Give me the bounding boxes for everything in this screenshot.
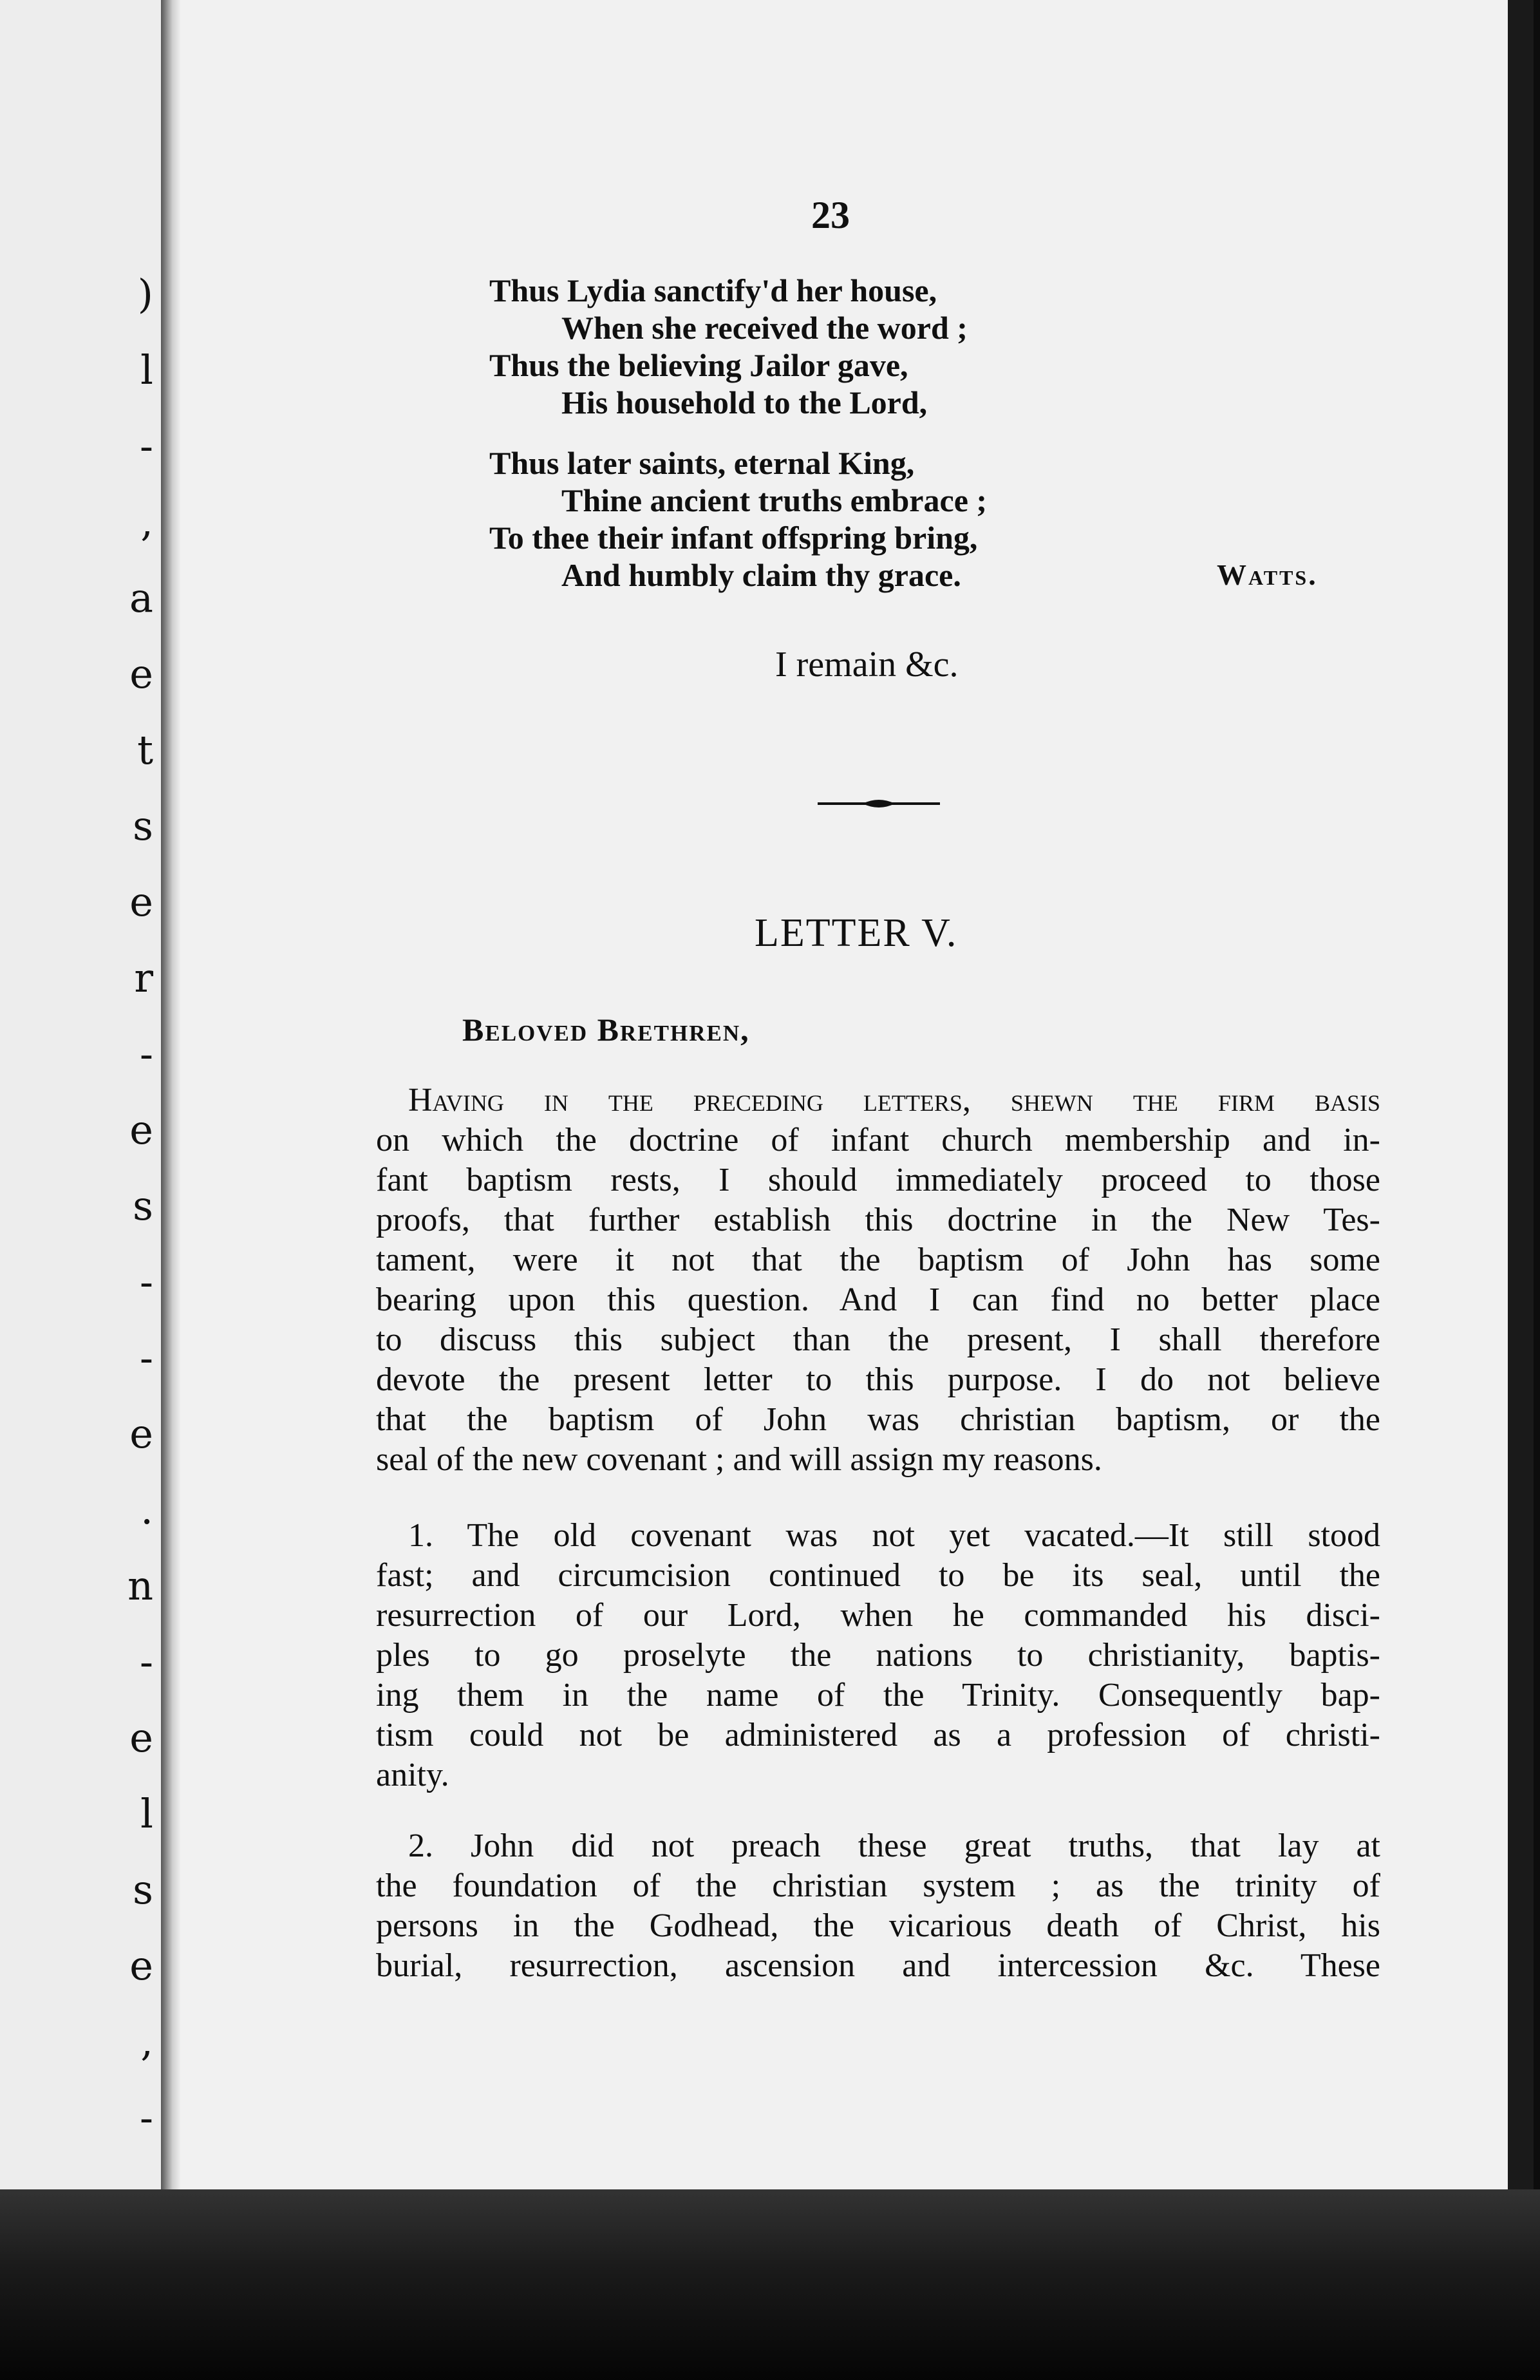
paragraph-2 [376,1516,1380,1795]
left-page-char: - [140,2094,153,2141]
text-line: ing them in the name of the Trinity. Consequently bap- [376,1677,1380,1714]
book-gutter [161,0,180,2241]
text-line: burial, resurrection, ascension and intercession &c. These [376,1947,1380,1984]
poem-line: To thee their infant offspring bring, [489,520,978,556]
text-line: fant baptism rests, I should immediately proceed to those [376,1162,1380,1198]
left-page-char: s [133,802,153,849]
poem-line: Thus Lydia sanctify'd her house, [489,272,937,308]
left-page-char: - [140,422,153,469]
left-page-char: ) [137,270,153,317]
left-page-char: e [129,1714,153,1761]
paragraph-3 [376,1826,1380,1986]
left-page-char: - [140,1638,153,1685]
text-line: the foundation of the christian system ; as the trinity of [376,1867,1380,1904]
left-page-cropped-text [0,0,161,2241]
paragraph-1 [376,1081,1380,1480]
text-line: that the baptism of John was christian baptism, or the [376,1401,1380,1438]
left-page-char: e [129,650,153,697]
text-line [376,1081,1380,1120]
text-line: to discuss this subject than the present, I shall therefore [376,1321,1380,1358]
left-page-char: e [129,1410,153,1457]
left-page-char: s [133,1182,153,1229]
poem-line: And humbly claim thy grace. [561,557,961,593]
left-facing-page [0,0,165,2241]
text-line: bearing upon this question. And I can find no better place [376,1281,1380,1318]
poem-line: Thus later saints, eternal King, [489,445,915,481]
poem-line: Thine ancient truths embrace ; [561,482,988,518]
page-number: 23 [811,194,850,236]
left-page-char: l [140,1790,153,1837]
poem-line: Thus the believing Jailor gave, [489,347,908,383]
left-page-char: - [140,1030,153,1077]
salutation: Beloved Brethren, [462,1012,750,1048]
left-page-char: - [140,1258,153,1305]
poem-line: His household to the Lord, [561,384,928,420]
left-page-char: s [133,1866,153,1913]
left-page-char: r [134,954,153,1001]
text-line-content: Having in the preceding letters, shewn the firm basis [408,1082,1380,1119]
text-line: ples to go proselyte the nations to christianity, baptis- [376,1637,1380,1674]
text-line: persons in the Godhead, the vicarious death of Christ, his [376,1907,1380,1944]
letter-closing: I remain &c. [775,645,959,685]
text-line: seal of the new covenant ; and will assign my reasons. [376,1441,1102,1478]
divider-ornament-icon [818,796,940,811]
text-line: resurrection of our Lord, when he commanded his disci- [376,1597,1380,1634]
left-page-char: e [129,1942,153,1989]
text-line: on which the doctrine of infant church membership and in- [376,1122,1380,1158]
text-line: tism could not be administered as a profession of christi- [376,1717,1380,1753]
left-page-char: e [129,1106,153,1153]
text-line: 2. John did not preach these great truths, that lay at [408,1828,1380,1864]
left-page-char: l [140,346,153,393]
text-line: fast; and circumcision continued to be its seal, until the [376,1557,1380,1594]
left-page-char: t [137,726,153,773]
text-line: tament, were it not that the baptism of John has some [376,1242,1380,1278]
left-page-char: , [140,498,153,545]
left-page-char: e [129,878,153,925]
poem-stanza-1 [489,272,968,421]
poem-attribution: Watts. [1217,558,1318,591]
left-page-char: a [129,574,153,621]
left-page-char: n [127,1562,153,1609]
left-page-char: - [140,1334,153,1381]
text-line: proofs, that further establish this doctrine in the New Tes- [376,1202,1380,1238]
text-line: 1. The old covenant was not yet vacated.—It still stood [408,1517,1380,1554]
text-line: anity. [376,1757,449,1793]
poem-stanza-2 [489,444,987,594]
scan-bottom-edge [0,2189,1540,2380]
text-line: devote the present letter to this purpose. I do not believe [376,1361,1380,1398]
left-page-char: , [140,2018,153,2065]
left-page-char: . [140,1486,153,1533]
poem-line: When she received the word ; [561,310,968,346]
letter-heading: LETTER V. [755,911,958,955]
